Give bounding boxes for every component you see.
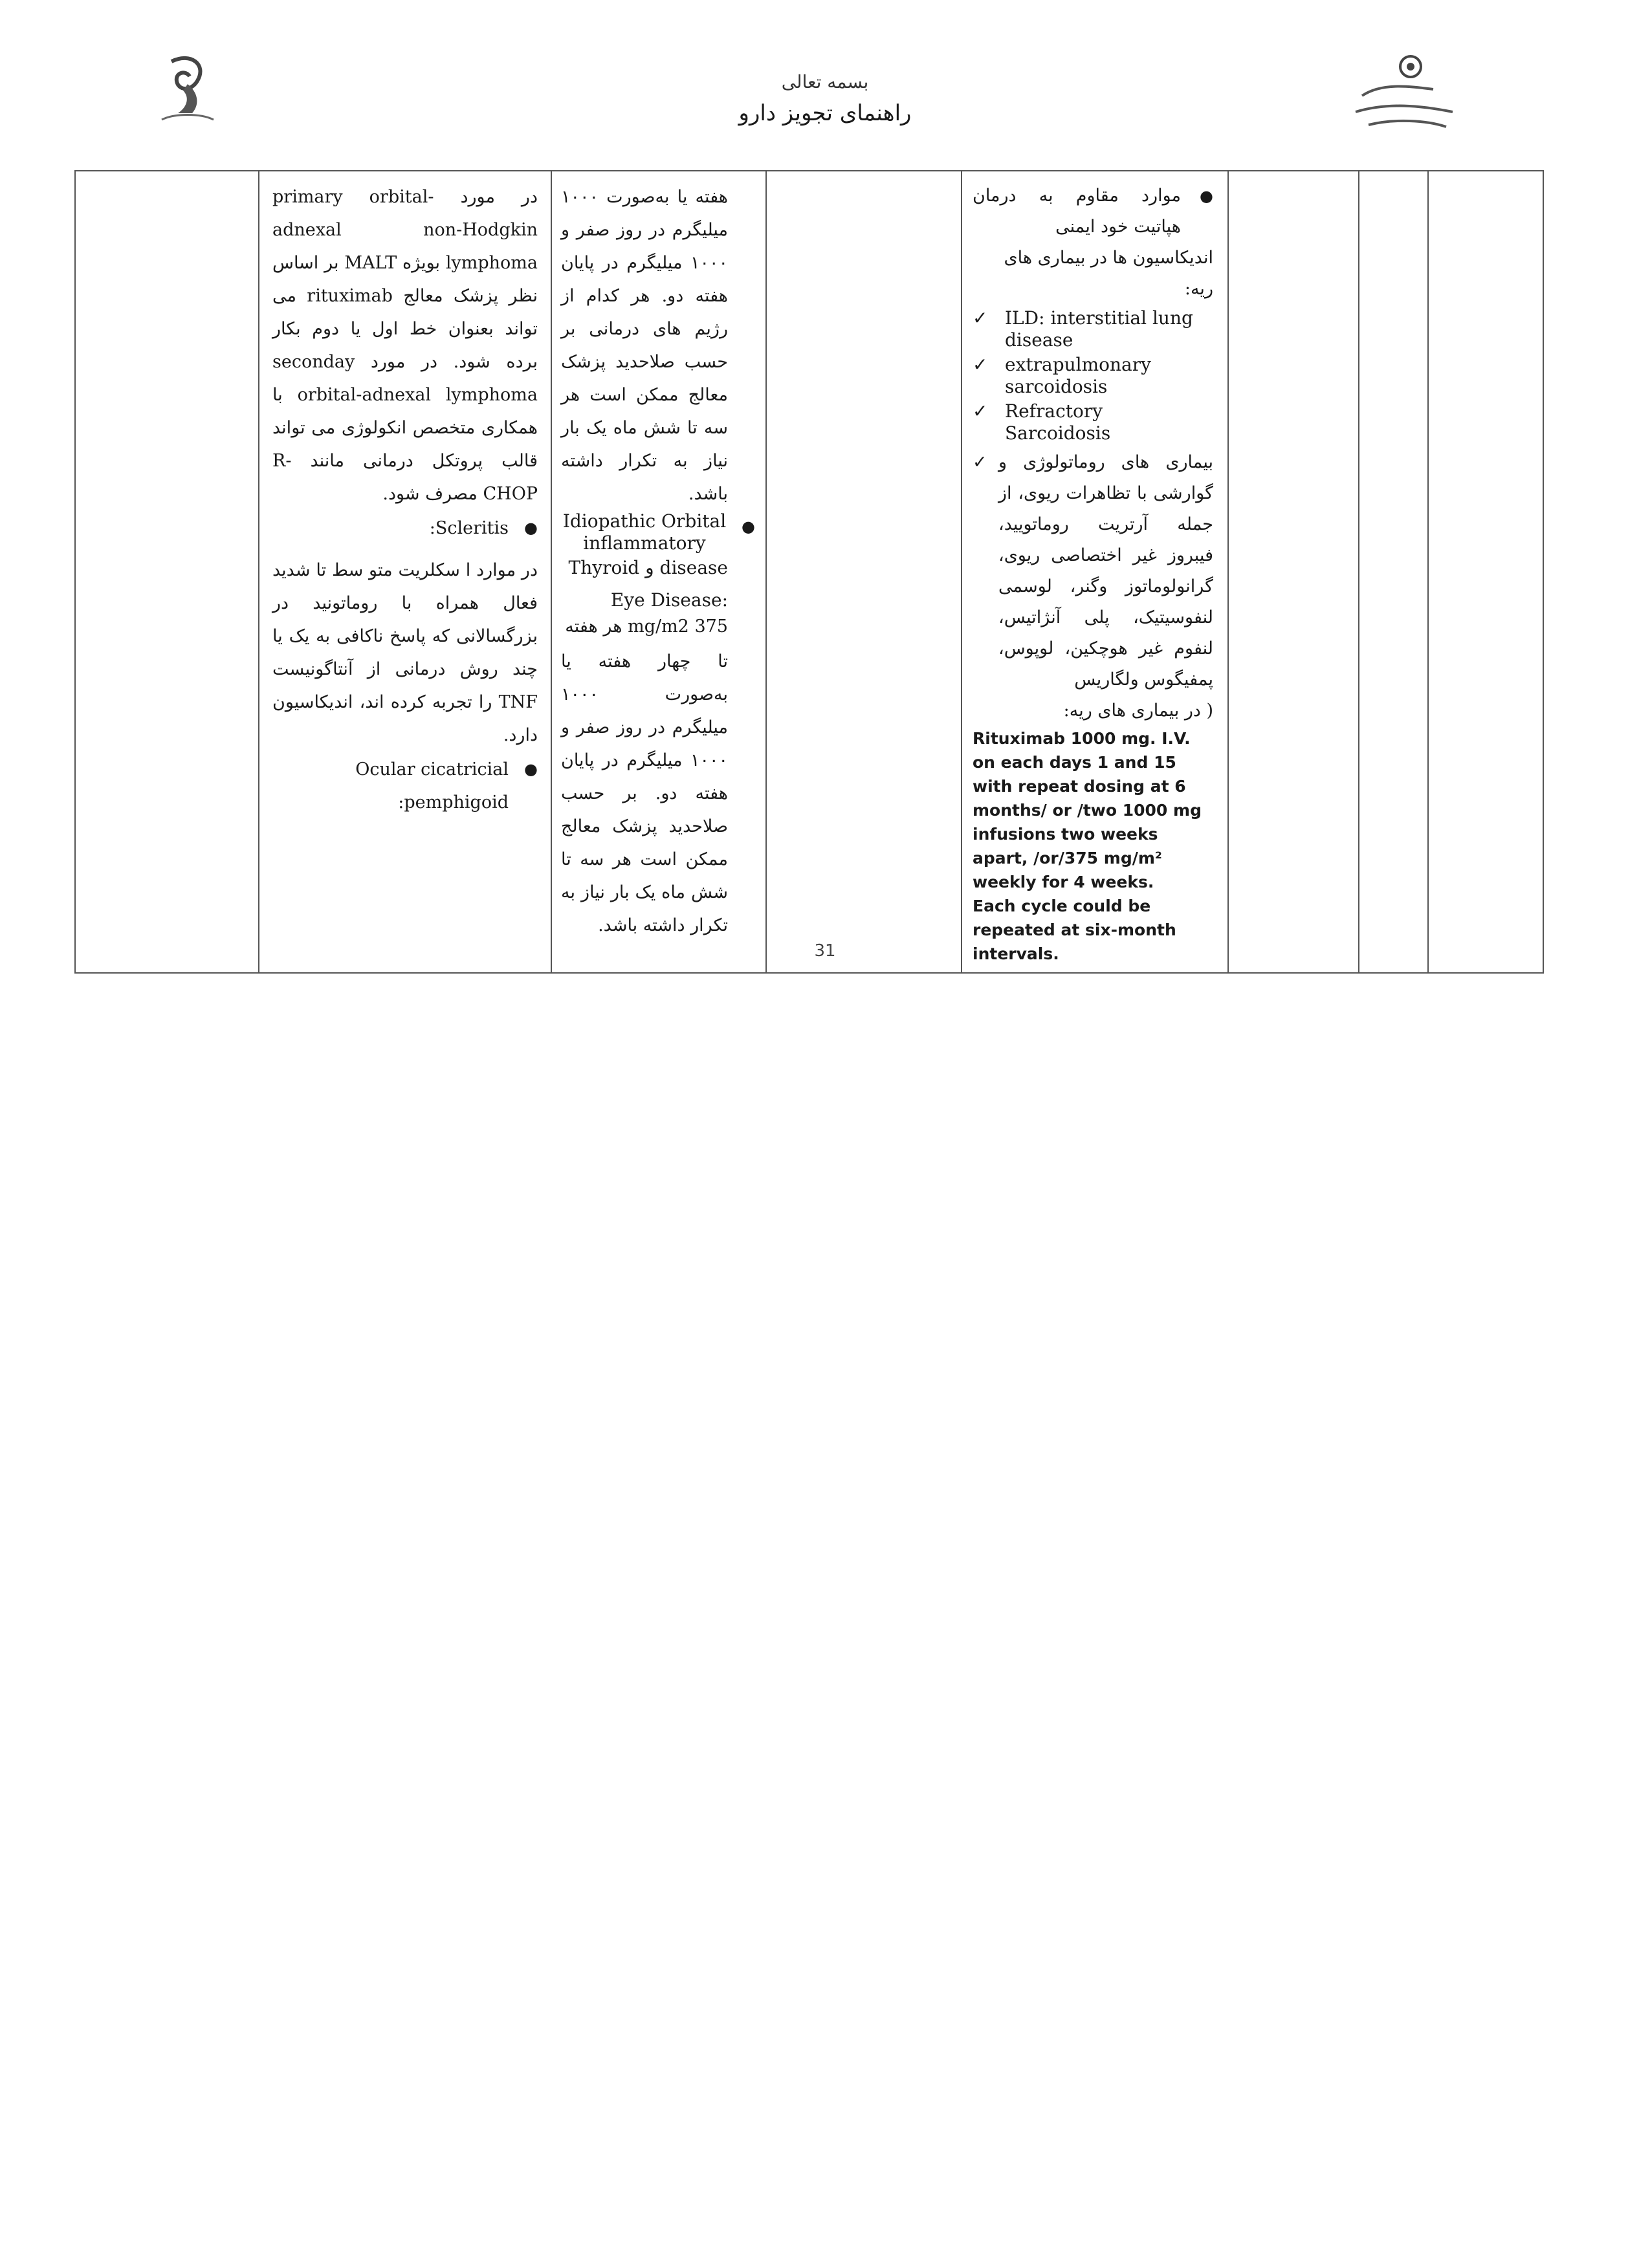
cycle-repeat-text: Each cycle could be repeated at six-month intervals. [973,897,1176,963]
ocular-pemphigoid-item [272,753,538,819]
rheumatology-text: بیماری های روماتولوژی و گوارشی با تظاهرات ریوی، از جمله آرتریت روماتویید، فیبروز غیر اختصاصی ریوی، گرانولوماتوز وگنر، لوسمی لنفوسیتیک، پلی آنژاتیس، لنفوم غیر هوچکین، لوپوس، پمفیگوس ولگاریس [998,452,1213,690]
table-cell-dosing [551,171,766,973]
table-cell-empty-7 [1359,171,1428,973]
scleritis-item [272,512,538,545]
thyroid-label: Thyroid و disease [568,557,728,578]
table-cell-indications-ophthalmic [259,171,551,973]
autoimmune-hepatitis-item [973,180,1213,243]
dosing-paragraph-2: تا چهار هفته یا به‌صورت ۱۰۰۰ میلیگرم در روز صفر و ۱۰۰۰ میلیگرم در پایان هفته دو. بر حسب صلاحدید پزشک معالج ممکن است هر سه تا شش ماه یک بار نیاز به تکرار داشته باشد. [561,651,728,935]
checkmark-icon: ✓ [973,452,987,472]
bullet-icon: ● [1200,187,1213,205]
header-basmala: بسمه تعالی [781,71,869,93]
header-title: راهنمای تجویز دارو [738,100,912,126]
page-number: 31 [814,941,836,961]
table-cell-empty-1 [75,171,259,973]
bullet-icon: ● [524,519,538,537]
table-cell-empty-8 [1428,171,1543,973]
lung-indications-heading: اندیکاسیون ها در بیماری های ریه: [1004,248,1213,299]
ocular-pemphigoid-label: Ocular cicatricial pemphigoid: [355,759,509,812]
ild-item [973,307,1213,351]
rituximab-dose-text: Rituximab 1000 mg. I.V. on each days 1 and 15 with repeat dosing at 6 months/ or /two 1000 mg infusions two weeks apart, /or/375 mg/m² weekly for 4 weeks. [973,729,1202,891]
eye-disease-label: Eye Disease: [610,589,728,611]
bullet-icon: ● [742,518,755,536]
table-cell-empty-4 [766,171,962,973]
scleritis-paragraph: در موارد ا سکلریت متو سط تا شدید فعال همراه با روماتونید در بزرگسالانی که پاسخ ناکافی به یک یا چند روش درمانی از آنتاگونیست TNF را تجربه کرده اند، اندیکاسیون دارد. [272,560,538,745]
health-ministry-emblem-icon [152,52,223,129]
checkmark-icon: ✓ [973,307,988,329]
rheumatology-item [973,447,1213,695]
table-row [75,171,1543,973]
refractory-label: Refractory Sarcoidosis [1005,400,1111,444]
bullet-icon: ● [524,760,538,778]
refractory-item [973,400,1213,444]
extrapulmonary-label: extrapulmonary sarcoidosis [1005,354,1151,397]
idiopathic-orbital-item [561,510,755,640]
document-header [696,71,954,126]
dosing-paragraph-1: هفته یا به‌صورت ۱۰۰۰ میلیگرم در روز صفر و ۱۰۰۰ میلیگرم در پایان هفته دو. هر کدام از رژیم های درمانی بر حسب صلاحدید پزشک معالج ممکن است هر سه تا شش ماه یک بار نیاز به تکرار داشته باشد. [561,187,728,504]
autoimmune-hepatitis-text: موارد مقاوم به درمان هپاتیت خود ایمنی [973,186,1181,237]
idiopathic-label: Idiopathic Orbital inflammatory [562,510,727,554]
lymphoma-paragraph: در مورد primary orbital-adnexal non-Hodgkin lymphoma بویژه MALT بر اساس نظر پزشک معالج rituximab می تواند بعنوان خط اول یا دوم بکار برده شود. در مورد seconday orbital-adnexal lymphoma با همکاری متخصص انکولوژی می تواند قالب پروتکل درمانی مانند R-CHOP مصرف شود. [272,187,538,504]
scleritis-label: Scleritis: [429,518,509,538]
table-cell-empty-6 [1228,171,1359,973]
extrapulmonary-item [973,354,1213,398]
table-cell-indications-lung [962,171,1228,973]
weekly-dose-line: 375 mg/m2 هر هفته [565,616,728,637]
drug-guideline-table [74,170,1544,974]
food-drug-organization-emblem-icon [1349,50,1459,135]
checkmark-icon: ✓ [973,400,988,422]
checkmark-icon: ✓ [973,354,988,375]
lung-dose-heading: ( در بیماری های ریه: [1063,701,1213,721]
ild-label: ILD: interstitial lung disease [1005,307,1193,351]
